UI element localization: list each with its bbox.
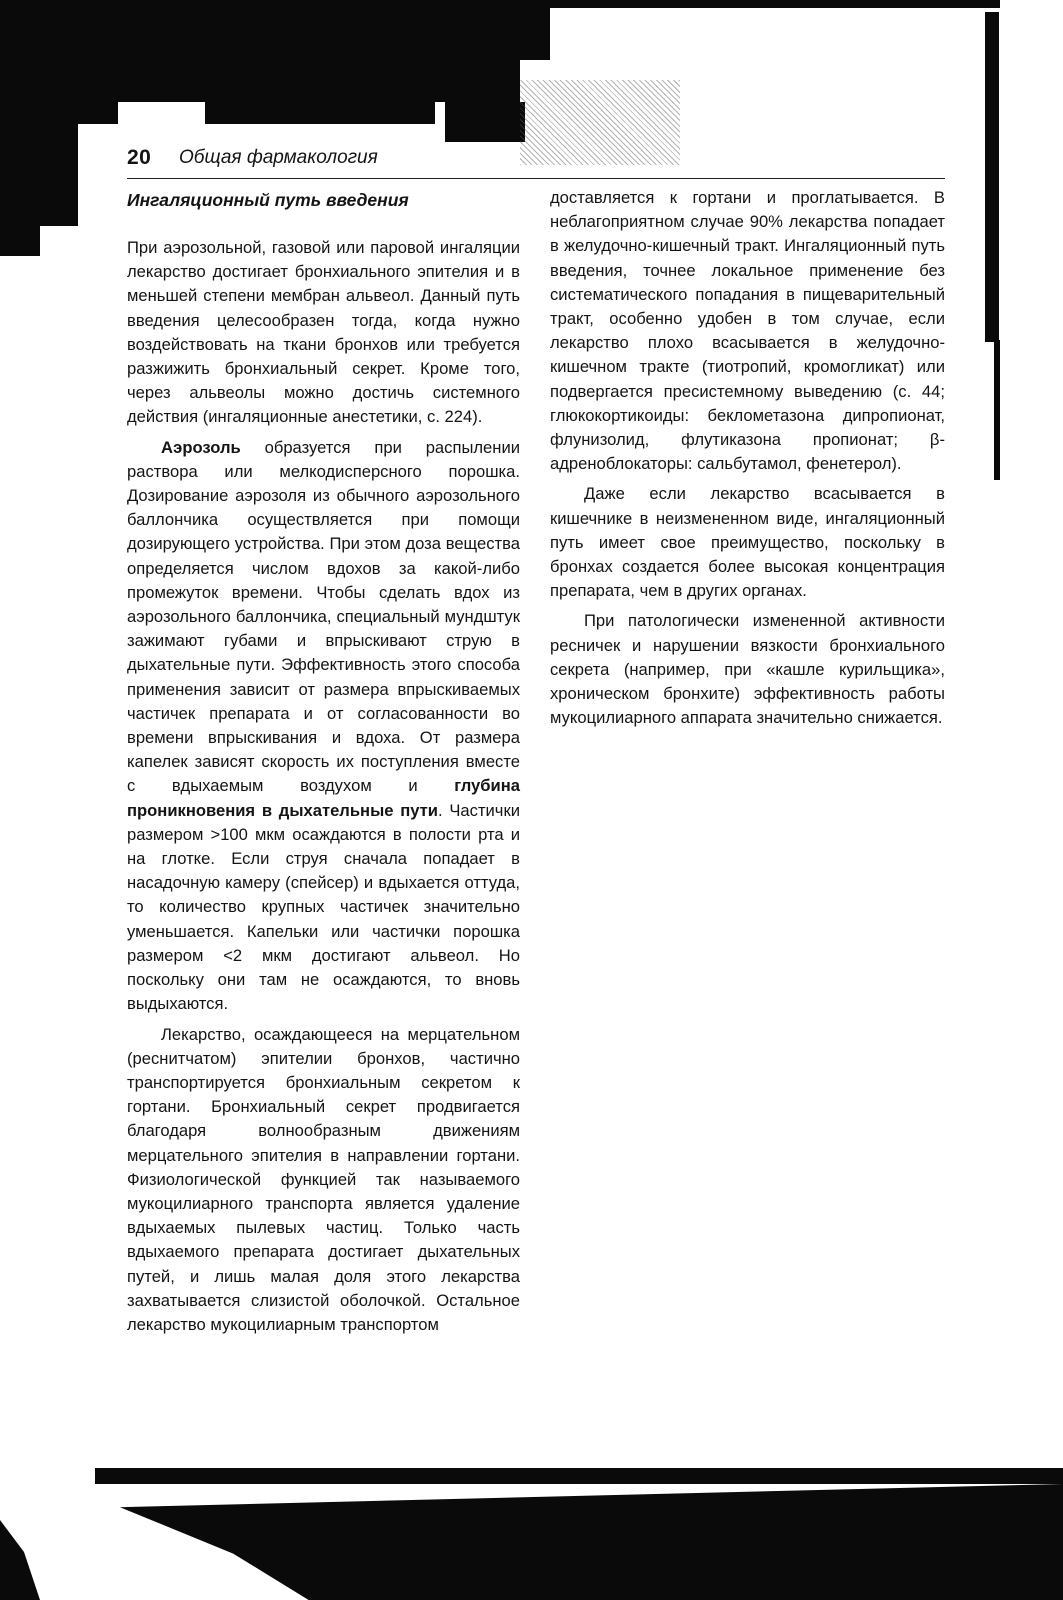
aerosol-text-2: . Частички размером >100 мкм осаждаются в полости рта и на глотке. Если струя сначала попадает в насадочную камеру (спейсер) и вдыхается оттуда, то количество крупных частичек значительно уменьшается. Капельки или частички порошка размером <2 мкм достигают альвеол. Но поскольку они там не осаждаются, то вновь выдыхаются. xyxy=(127,800,520,1014)
paragraph-inhalation-intro: При аэрозольной, газовой или паровой ингаляции лекарство достигает бронхиального эпителия и в меньшей степени мембран альвеол. Данный путь введения целесообразен тогда, когда нужно воздействовать на ткани бронхов или требуется разжижить бронхиальный секрет. Кроме того, через альвеолы можно достичь системного действия (ингаляционные анестетики, с. 224). xyxy=(127,238,520,427)
scan-artifact-right-block xyxy=(445,102,525,142)
right-column xyxy=(550,186,945,730)
paragraph-pathology: При патологически измененной активности ресничек и нарушении вязкости бронхиального секрета (например, при «кашле курильщика», хроническом бронхите) эффективность работы мукоцилиарного аппарата значительно снижается. xyxy=(550,611,945,728)
page-number: 20 xyxy=(127,146,152,169)
paragraph-aerosol xyxy=(127,436,520,1017)
paragraph-mucociliary: Лекарство, осаждающееся на мерцательном (реснитчатом) эпителии бронхов, частично транспортируется бронхиальным секретом к гортани. Бронхиальный секрет продвигается благодаря волнообразным движениям мерцательного эпителия в направлении гортани. Физиологической функцией так называемого мукоцилиарного транспорта является удаление вдыхаемых пылевых частиц. Только часть вдыхаемого препарата достигает дыхательных путей, и лишь малая доля этого лекарства захватывается слизистой оболочкой. Остальное лекарство мукоцилиарным транспортом xyxy=(127,1024,520,1334)
scan-artifact-left-margin-block xyxy=(0,124,78,226)
aerosol-text-1: образуется при распылении раствора или мелкодисперсного порошка. Дозирование аэрозоля из обычного аэрозольного баллончика осуществляется при помощи дозирующего устройства. При этом доза вещества определяется числом вдохов за какой-либо промежуток времени. Чтобы сделать вдох из аэрозольного баллончика, специальный мундштук зажимают губами и впрыскивают струю в дыхательные пути. Эффективность этого способа применения зависит от размера впрыскиваемых частичек препарата и от согласованности во времени впрыскивания и вдоха. От размера капелек зависят скорость их поступления вместе с вдыхаемым воздухом и xyxy=(127,437,520,796)
scan-artifact-left-edge xyxy=(0,226,40,256)
scan-artifact-top-left-block xyxy=(0,8,550,60)
term-aerosol: Аэрозоль xyxy=(161,437,241,457)
term-penetration-depth: глубина проникновения в дыхательные пути xyxy=(127,776,520,820)
scan-artifact-bottom-left-mark xyxy=(0,1520,40,1600)
running-title: Общая фармакология xyxy=(179,147,378,168)
scan-artifact-left-block-3 xyxy=(0,102,118,124)
paragraph-swallowed: доставляется к гортани и проглатывается. В неблагоприятном случае 90% лекарства попадает в желудочно-кишечный тракт. Ингаляционный путь введения, точнее локальное применение без систематического попадания в пищеварительный тракт, особенно удобен в том случае, если лекарство плохо всасывается в желудочно-кишечном тракте (тиотропий, кромогликат) или подвергается пресистемному выведению (с. 44; глюкокортикоиды: беклометазона дипропионат, флунизолид, флутиказона пропионат; β-адреноблокаторы: сальбутамол, фенетерол). xyxy=(550,188,945,474)
left-column xyxy=(127,186,520,1337)
scan-artifact-mid-block xyxy=(205,102,435,124)
scan-artifact-left-block-2 xyxy=(0,60,520,102)
scan-artifact-bottom-band xyxy=(95,1468,1063,1484)
scan-artifact-right-edge xyxy=(985,12,999,342)
paragraph-advantage: Даже если лекарство всасывается в кишечнике в неизмененном виде, ингаляционный путь имеет свое преимущество, поскольку в бронхах создается более высокая концентрация препарата, чем в других органах. xyxy=(550,484,945,601)
running-header xyxy=(127,146,945,179)
scan-artifact-top-band xyxy=(0,0,1000,8)
scan-artifact-right-edge-2 xyxy=(994,340,1000,480)
scan-artifact-bottom-wedge xyxy=(120,1484,1063,1600)
section-heading: Ингаляционный путь введения xyxy=(127,190,409,210)
